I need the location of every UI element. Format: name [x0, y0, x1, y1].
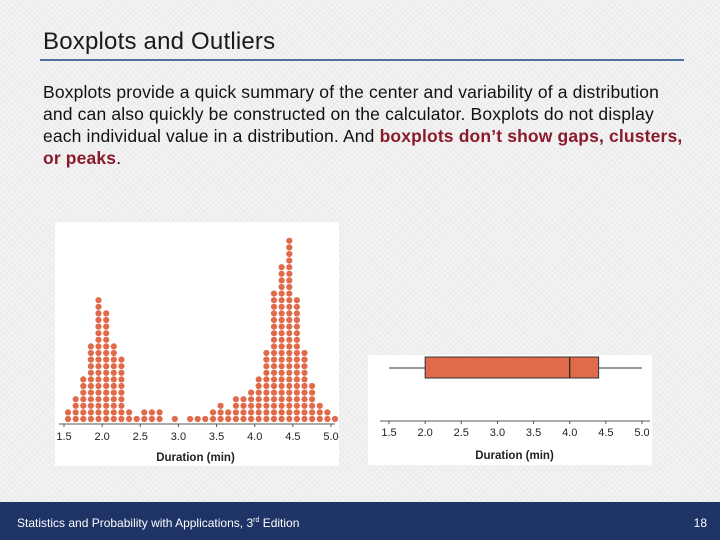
dotplot-dot	[263, 390, 269, 396]
boxplot-tick-label: 3.0	[489, 427, 506, 439]
dotplot-dot	[240, 396, 246, 402]
dotplot-dot	[309, 403, 315, 409]
dotplot-dot	[103, 330, 109, 336]
dotplot-dot	[301, 357, 307, 363]
dotplot-tick-label: 4.0	[247, 431, 263, 443]
dotplot-dot	[103, 376, 109, 382]
paragraph-text: Boxplots provide a quick summary of the center and variability of a distribution and can also quickly be constructed on the calculator. Boxplots do not display each individual value in a distribution. And	[43, 82, 660, 146]
dotplot-dot	[279, 291, 285, 297]
dotplot-dot	[187, 416, 193, 422]
dotplot-dot	[271, 383, 277, 389]
dotplot-dot	[279, 416, 285, 422]
dotplot-dot	[73, 409, 79, 415]
dotplot-dot	[301, 376, 307, 382]
dotplot-dot	[294, 324, 300, 330]
dotplot-dot	[103, 416, 109, 422]
dotplot-dot	[88, 390, 94, 396]
dotplot-dot	[80, 390, 86, 396]
dotplot-dot	[95, 337, 101, 343]
dotplot-dot	[286, 271, 292, 277]
dotplot-dot	[309, 416, 315, 422]
dotplot-dot	[103, 310, 109, 316]
dotplot-dot	[218, 403, 224, 409]
dotplot-dot	[279, 396, 285, 402]
dotplot-dot	[256, 416, 262, 422]
dotplot-dot	[218, 409, 224, 415]
dotplot-dot	[294, 416, 300, 422]
dotplot-dot	[309, 390, 315, 396]
boxplot-tick-label: 4.0	[562, 427, 578, 439]
dotplot-dot	[195, 416, 201, 422]
dotplot-dot	[309, 409, 315, 415]
dotplot-dot	[65, 416, 71, 422]
dotplot-dot	[118, 370, 124, 376]
dotplot-dot	[88, 403, 94, 409]
dotplot-dot	[279, 383, 285, 389]
dotplot-dot	[294, 376, 300, 382]
dotplot-dot	[332, 416, 338, 422]
dotplot-dot	[271, 357, 277, 363]
dotplot-dot	[95, 357, 101, 363]
dotplot-dot	[286, 376, 292, 382]
dotplot-dot	[279, 271, 285, 277]
dotplot-dot	[118, 403, 124, 409]
dotplot-dot	[103, 324, 109, 330]
slide-title: Boxplots and Outliers	[43, 28, 276, 55]
dotplot-dot	[294, 297, 300, 303]
dotplot-dot	[279, 370, 285, 376]
dotplot-dot	[80, 383, 86, 389]
dotplot-dot	[233, 416, 239, 422]
dotplot-dot	[279, 317, 285, 323]
dotplot-dot	[80, 403, 86, 409]
dotplot-dot	[103, 357, 109, 363]
dotplot-dot	[157, 416, 163, 422]
dotplot-dot	[324, 409, 330, 415]
dotplot-dot	[301, 370, 307, 376]
dotplot-tick-label: 2.5	[132, 431, 148, 443]
dotplot-dot	[103, 390, 109, 396]
dotplot-dot	[286, 258, 292, 264]
dotplot-dot	[271, 330, 277, 336]
dotplot-dot	[88, 343, 94, 349]
dotplot-dot	[111, 409, 117, 415]
dotplot-dot	[279, 390, 285, 396]
dotplot-dot	[271, 403, 277, 409]
dotplot-dot	[286, 251, 292, 257]
dotplot-dot	[309, 383, 315, 389]
dotplot-dot	[286, 343, 292, 349]
boxplot-tick-label: 4.5	[598, 427, 614, 439]
dotplot-dot	[103, 403, 109, 409]
dotplot-dot	[103, 343, 109, 349]
boxplot-x-axis-label: Duration (min)	[475, 450, 554, 462]
dotplot-dot	[294, 304, 300, 310]
dotplot-dot	[286, 304, 292, 310]
dotplot-dot	[286, 383, 292, 389]
footer-text	[17, 516, 299, 530]
page-number: 18	[693, 516, 707, 530]
dotplot-dot	[103, 383, 109, 389]
dotplot-dot	[95, 376, 101, 382]
dotplot-dot	[301, 409, 307, 415]
dotplot-dot	[95, 383, 101, 389]
dotplot-dot	[95, 396, 101, 402]
dotplot-dot	[88, 350, 94, 356]
dotplot-dot	[271, 304, 277, 310]
dotplot-dot	[88, 376, 94, 382]
dotplot-dot	[286, 330, 292, 336]
dotplot-dot	[271, 390, 277, 396]
dotplot-dot	[279, 310, 285, 316]
dotplot-dot	[294, 343, 300, 349]
dotplot-dot	[271, 409, 277, 415]
dotplot-chart	[55, 222, 339, 466]
dotplot-dot	[301, 403, 307, 409]
dotplot-dot	[263, 409, 269, 415]
dotplot-dot	[248, 403, 254, 409]
dotplot-dot	[317, 409, 323, 415]
dotplot-dot	[95, 330, 101, 336]
dotplot-dot	[286, 324, 292, 330]
dotplot-dot	[279, 284, 285, 290]
dotplot-dot	[286, 370, 292, 376]
dotplot-dot	[240, 403, 246, 409]
dotplot-dot	[233, 396, 239, 402]
dotplot-dot	[111, 357, 117, 363]
dotplot-dot	[240, 416, 246, 422]
dotplot-dot	[149, 409, 155, 415]
dotplot-dot	[256, 396, 262, 402]
dotplot-dot	[248, 416, 254, 422]
dotplot-dot	[294, 310, 300, 316]
dotplot-dot	[263, 357, 269, 363]
dotplot-dot	[301, 416, 307, 422]
dotplot-dot	[279, 343, 285, 349]
dotplot-dot	[286, 264, 292, 270]
dotplot-dot	[263, 370, 269, 376]
dotplot-dot	[263, 416, 269, 422]
dotplot-dot	[279, 324, 285, 330]
dotplot-dot	[88, 357, 94, 363]
dotplot-dot	[202, 416, 208, 422]
dotplot-dot	[271, 317, 277, 323]
dotplot-dot	[317, 403, 323, 409]
dotplot-dot	[126, 409, 132, 415]
dotplot-dot	[248, 390, 254, 396]
boxplot-tick-label: 2.5	[453, 427, 469, 439]
boxplot-box	[425, 357, 598, 378]
dotplot-dot	[95, 363, 101, 369]
dotplot-dot	[210, 416, 216, 422]
dotplot-dot	[141, 409, 147, 415]
dotplot-dot	[286, 363, 292, 369]
dotplot-dot	[286, 277, 292, 283]
dotplot-dot	[111, 370, 117, 376]
paragraph-end: .	[116, 148, 122, 168]
dotplot-dot	[301, 396, 307, 402]
dotplot-dot	[271, 416, 277, 422]
dotplot-dot	[271, 291, 277, 297]
dotplot-dot	[279, 409, 285, 415]
dotplot-dot	[111, 350, 117, 356]
dotplot-dot	[248, 409, 254, 415]
dotplot-dot	[286, 317, 292, 323]
dotplot-dot	[271, 343, 277, 349]
dotplot-dot	[279, 363, 285, 369]
dotplot-dot	[103, 396, 109, 402]
dotplot-dot	[172, 416, 178, 422]
dotplot-dot	[103, 337, 109, 343]
dotplot-dot	[286, 310, 292, 316]
dotplot-dot	[103, 317, 109, 323]
dotplot-dot	[279, 350, 285, 356]
dotplot-dot	[279, 357, 285, 363]
dotplot-dot	[271, 297, 277, 303]
dotplot-dot	[73, 403, 79, 409]
dotplot-dot	[118, 416, 124, 422]
dotplot-dot	[256, 376, 262, 382]
dotplot-dot	[294, 330, 300, 336]
dotplot-dot	[118, 409, 124, 415]
dotplot-dot	[103, 350, 109, 356]
dotplot-dot	[286, 238, 292, 244]
boxplot-tick-label: 5.0	[634, 427, 650, 439]
dotplot-tick-label: 1.5	[56, 431, 72, 443]
slide-body	[43, 81, 683, 169]
dotplot-dot	[301, 350, 307, 356]
dotplot-dot	[210, 409, 216, 415]
boxplot-panel	[368, 355, 652, 465]
footer-bar	[0, 502, 720, 540]
dotplot-dot	[294, 370, 300, 376]
dotplot-dot	[118, 376, 124, 382]
dotplot-dot	[88, 416, 94, 422]
dotplot-dot	[271, 370, 277, 376]
dotplot-dot	[80, 409, 86, 415]
dotplot-dot	[324, 416, 330, 422]
dotplot-dot	[95, 324, 101, 330]
dotplot-dot	[294, 383, 300, 389]
dotplot-panel	[55, 222, 339, 466]
dotplot-dot	[225, 416, 231, 422]
dotplot-tick-label: 3.5	[208, 431, 225, 443]
dotplot-dot	[294, 350, 300, 356]
dotplot-dot	[271, 337, 277, 343]
dotplot-dot	[73, 396, 79, 402]
dotplot-dot	[95, 390, 101, 396]
dotplot-dot	[126, 416, 132, 422]
dotplot-dot	[88, 383, 94, 389]
dotplot-tick-label: 3.0	[170, 431, 187, 443]
dotplot-dot	[271, 310, 277, 316]
dotplot-dot	[233, 403, 239, 409]
dotplot-dot	[95, 310, 101, 316]
dotplot-dot	[111, 376, 117, 382]
dotplot-dot	[263, 363, 269, 369]
dotplot-dot	[279, 376, 285, 382]
dotplot-dot	[271, 396, 277, 402]
dotplot-dot	[103, 363, 109, 369]
title-divider	[40, 59, 684, 61]
dotplot-dot	[118, 383, 124, 389]
dotplot-dot	[95, 297, 101, 303]
dotplot-dot	[95, 403, 101, 409]
dotplot-dot	[279, 277, 285, 283]
dotplot-dot	[256, 383, 262, 389]
dotplot-dot	[218, 416, 224, 422]
dotplot-dot	[271, 376, 277, 382]
dotplot-dot	[286, 396, 292, 402]
dotplot-dot	[95, 350, 101, 356]
dotplot-dot	[80, 376, 86, 382]
dotplot-dot	[95, 343, 101, 349]
dotplot-x-axis-label: Duration (min)	[156, 452, 235, 464]
dotplot-dot	[73, 416, 79, 422]
dotplot-dot	[271, 350, 277, 356]
dotplot-dot	[88, 409, 94, 415]
dotplot-dot	[271, 363, 277, 369]
dotplot-dot	[240, 409, 246, 415]
dotplot-dot	[95, 416, 101, 422]
dotplot-dot	[225, 409, 231, 415]
dotplot-dot	[95, 370, 101, 376]
dotplot-dot	[286, 403, 292, 409]
dotplot-dot	[294, 337, 300, 343]
dotplot-dot	[263, 403, 269, 409]
dotplot-dot	[157, 409, 163, 415]
dotplot-dot	[80, 416, 86, 422]
dotplot-dot	[279, 304, 285, 310]
dotplot-dot	[111, 363, 117, 369]
dotplot-dot	[88, 363, 94, 369]
dotplot-dot	[111, 416, 117, 422]
dotplot-dot	[118, 363, 124, 369]
footer-edition: Edition	[259, 516, 300, 530]
dotplot-dot	[111, 396, 117, 402]
dotplot-dot	[263, 376, 269, 382]
dotplot-dot	[111, 343, 117, 349]
boxplot-tick-label: 2.0	[417, 427, 433, 439]
dotplot-dot	[256, 403, 262, 409]
boxplot-tick-label: 1.5	[381, 427, 397, 439]
dotplot-dot	[103, 409, 109, 415]
dotplot-dot	[294, 363, 300, 369]
dotplot-dot	[88, 396, 94, 402]
dotplot-dot	[80, 396, 86, 402]
dotplot-dot	[95, 317, 101, 323]
dotplot-tick-label: 2.0	[94, 431, 110, 443]
dotplot-dot	[256, 390, 262, 396]
dotplot-dot	[233, 409, 239, 415]
dotplot-tick-label: 5.0	[323, 431, 339, 443]
dotplot-dot	[271, 324, 277, 330]
dotplot-dot	[286, 297, 292, 303]
dotplot-dot	[286, 350, 292, 356]
dotplot-dot	[294, 317, 300, 323]
dotplot-dot	[95, 409, 101, 415]
dotplot-dot	[88, 370, 94, 376]
dotplot-dot	[286, 357, 292, 363]
dotplot-dot	[286, 409, 292, 415]
dotplot-dot	[111, 383, 117, 389]
dotplot-dot	[118, 357, 124, 363]
dotplot-dot	[65, 409, 71, 415]
dotplot-tick-label: 4.5	[285, 431, 301, 443]
dotplot-dot	[263, 383, 269, 389]
dotplot-dot	[263, 350, 269, 356]
dotplot-dot	[118, 396, 124, 402]
dotplot-dot	[134, 416, 140, 422]
dotplot-dot	[279, 403, 285, 409]
dotplot-dot	[248, 396, 254, 402]
footer-book-title: Statistics and Probability with Applications, 3	[17, 516, 254, 530]
dotplot-dot	[301, 363, 307, 369]
dotplot-dot	[294, 403, 300, 409]
dotplot-dot	[103, 370, 109, 376]
dotplot-dot	[263, 396, 269, 402]
dotplot-dot	[301, 390, 307, 396]
dotplot-dot	[286, 416, 292, 422]
dotplot-dot	[279, 337, 285, 343]
dotplot-dot	[294, 390, 300, 396]
dotplot-dot	[309, 396, 315, 402]
dotplot-dot	[301, 383, 307, 389]
dotplot-dot	[294, 409, 300, 415]
dotplot-dot	[256, 409, 262, 415]
dotplot-dot	[149, 416, 155, 422]
dotplot-dot	[279, 330, 285, 336]
dotplot-dot	[286, 284, 292, 290]
dotplot-dot	[294, 396, 300, 402]
dotplot-dot	[286, 291, 292, 297]
dotplot-dot	[111, 390, 117, 396]
dotplot-dot	[111, 403, 117, 409]
dotplot-dot	[317, 416, 323, 422]
dotplot-dot	[95, 304, 101, 310]
dotplot-dot	[286, 244, 292, 250]
dotplot-dot	[286, 390, 292, 396]
dotplot-dot	[141, 416, 147, 422]
dotplot-dot	[294, 357, 300, 363]
dotplot-dot	[286, 337, 292, 343]
boxplot-chart	[368, 355, 652, 465]
footer-superscript: rd	[253, 517, 260, 524]
highlighted-text: boxplots don’t show gaps, clusters, or peaks	[43, 126, 683, 168]
dotplot-dot	[279, 297, 285, 303]
dotplot-dot	[118, 390, 124, 396]
dotplot-dot	[279, 264, 285, 270]
boxplot-tick-label: 3.5	[525, 427, 542, 439]
